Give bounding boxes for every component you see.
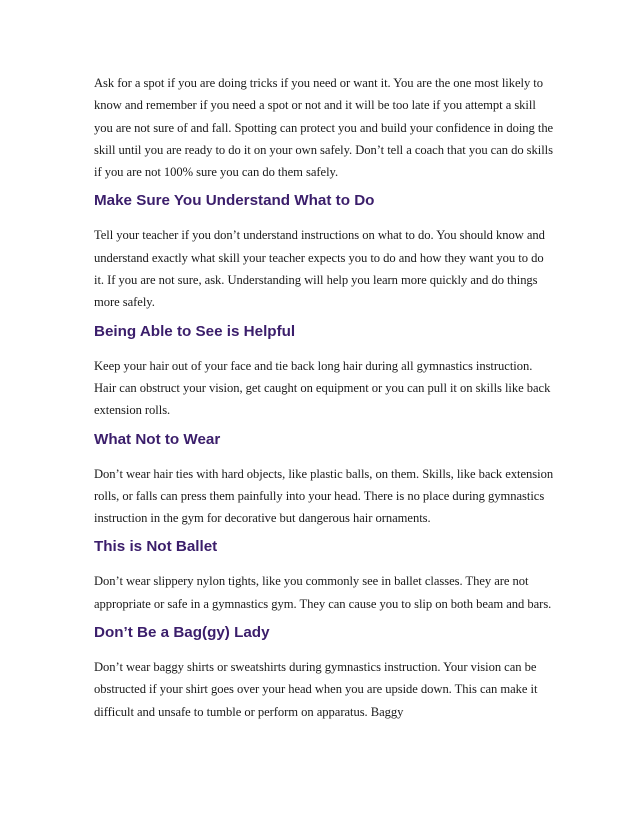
section-heading-ballet: This is Not Ballet <box>94 538 218 556</box>
section-heading-see: Being Able to See is Helpful <box>94 322 296 340</box>
intro-paragraph: Ask for a spot if you are doing tricks if you need or want it. You are the one most likely to know and remember if you need a spot or not and it will be too late if you attempt a skill you are not sure of and fall. Spotting can protect you and build your confidence in doing the skill until you are ready to do it on your own safely. Don’t tell a coach that you can do skills if you are not 100% sure you can do them safely. <box>94 76 554 180</box>
section-body-ballet: Don’t wear slippery nylon tights, like you commonly see in ballet classes. They are not appropriate or safe in a gymnastics gym. They can cause you to slip on both beam and bars. <box>94 574 552 611</box>
document-page <box>94 72 554 723</box>
section-body-understand: Tell your teacher if you don’t understand instructions on what to do. You should know and understand exactly what skill your teacher expects you to do and how they want you to do it. If you are not sure, ask. Understanding will help you learn more quickly and do things more safely. <box>94 228 545 310</box>
section-heading-baggy: Don’t Be a Bag(gy) Lady <box>94 624 270 642</box>
section-body-see: Keep your hair out of your face and tie back long hair during all gymnastics instruction. Hair can obstruct your vision, get caught on equipment or you can pull it on skills like back extension rolls. <box>94 358 551 418</box>
section-heading-understand: Make Sure You Understand What to Do <box>94 192 375 210</box>
section-body-baggy: Don’t wear baggy shirts or sweatshirts during gymnastics instruction. Your vision can be obstructed if your shirt goes over your head when you are upside down. This can make it difficult and unsafe to tumble or perform on apparatus. Baggy <box>94 660 538 719</box>
section-body-wear: Don’t wear hair ties with hard objects, like plastic balls, on them. Skills, like back extension rolls, or falls can press them painfully into your head. There is no place during gymnastics instruction in the gym for decorative but dangerous hair ornaments. <box>94 466 554 526</box>
section-heading-wear: What Not to Wear <box>94 430 221 448</box>
